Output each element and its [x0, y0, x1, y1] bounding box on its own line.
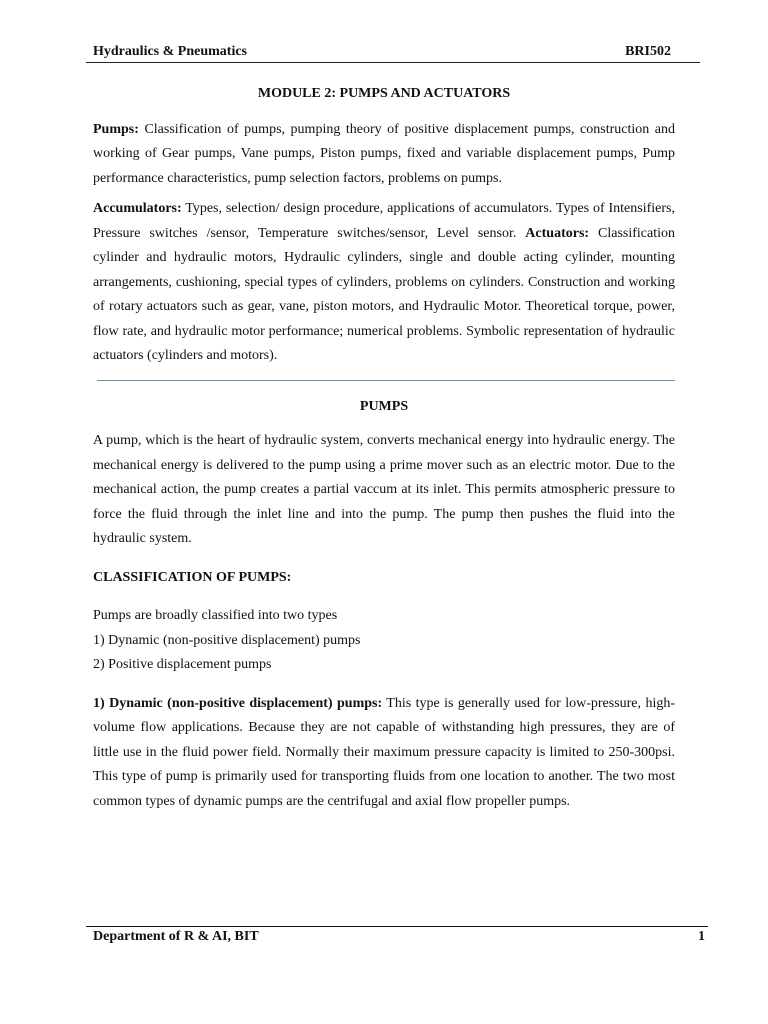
classification-item-positive: 2) Positive displacement pumps [93, 657, 272, 672]
page-header [93, 44, 671, 60]
pumps-syllabus-text: Classification of pumps, pumping theory of positive displacement pumps, construction and working of Gear pumps, Vane pumps, Piston pumps, fixed and variable displacement pumps, Pump performance characteristics, pump selection factors, problems on pumps. [93, 121, 675, 186]
pumps-paragraph: A pump, which is the heart of hydraulic system, converts mechanical energy into hydraulic energy. The mechanical energy is delivered to the pump using a prime mover such as an electric motor. Due to the mechanical action, the pump creates a partial vaccum at its inlet. This permits atmospheric pressure to force the fluid through the inlet line and into the pump. The pump then pushes the fluid into the hydraulic system. [93, 433, 675, 546]
actuators-label: Actuators: [525, 225, 590, 241]
classification-intro: Pumps are broadly classified into two types [93, 608, 338, 623]
accumulators-actuators-paragraph [93, 197, 675, 369]
dynamic-pumps-text: This type is generally used for low-pressure, high-volume flow applications. Because they are not capable of withstanding high pressures, they are of little use in the fluid power field. Normally their maximum pressure capacity is limited to 250-300psi. This type of pump is primarily used for transporting fluids from one location to another. The two most common types of dynamic pumps are the centrifugal and axial flow propeller pumps. [93, 695, 675, 809]
module-title: MODULE 2: PUMPS AND ACTUATORS [257, 86, 511, 101]
course-code: BRI502 [625, 44, 671, 59]
header-rule [86, 62, 700, 63]
section-divider [97, 380, 675, 381]
classification-item-dynamic: 1) Dynamic (non-positive displacement) pumps [93, 632, 361, 648]
pumps-label: Pumps: [93, 121, 139, 137]
pumps-section-title: PUMPS [359, 398, 409, 414]
page-content [93, 82, 675, 814]
footer-rule [86, 926, 708, 927]
dynamic-pumps-paragraph [93, 692, 675, 815]
pumps-syllabus-paragraph [93, 118, 675, 192]
accumulators-text: Types, selection/ design procedure, applications of accumulators. Types of Intensifiers, Pressure switches /sensor, Temperature switches/sensor, Level sensor. [93, 201, 675, 241]
accumulators-label: Accumulators: [93, 201, 182, 216]
page-footer [93, 929, 705, 945]
course-title: Hydraulics & Pneumatics [93, 44, 247, 59]
classification-title: CLASSIFICATION OF PUMPS: [93, 569, 292, 585]
page-number: 1 [698, 929, 705, 944]
department-name: Department of R & AI, BIT [93, 929, 259, 944]
dynamic-pumps-label: 1) Dynamic (non-positive displacement) pumps: [93, 695, 383, 711]
actuators-text: Classification cylinder and hydraulic motors, Hydraulic cylinders, single and double acting cylinder, mounting arrangements, cushioning, special types of cylinders, problems on cylinders. Construction and working of rotary actuators such as gear, vane, piston motors, and Hydraulic Motor. Theoretical torque, power, flow rate, and hydraulic motor performance; numerical problems. Symbolic representation of hydraulic actuators (cylinders and motors). [93, 225, 675, 363]
